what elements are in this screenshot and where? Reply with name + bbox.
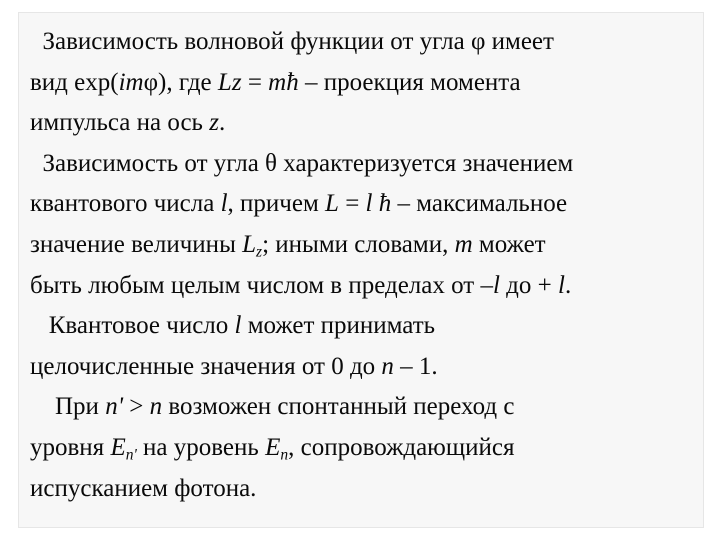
text-run: Зависимость волновой функции от угла φ имеет [30,28,554,55]
italic-run: L [217,68,232,96]
text-run: = [241,68,269,96]
text-run: может принимать [241,312,436,340]
text-run: может [472,230,546,258]
italic-run: E [110,433,126,461]
text-line [30,63,700,104]
italic-run: l ħ [365,190,392,218]
italic-run: n [149,393,163,421]
italic-run: l [492,271,500,299]
text-run: – проекция момента [298,68,521,96]
italic-run: im [118,68,144,96]
text-run: – 1. [393,352,438,380]
text-run: > [123,393,150,421]
text-run: квантового числа [30,190,221,218]
text-run: . [564,271,572,299]
text-line [30,306,700,347]
subscript-run: z [256,243,263,261]
text-run: на уровень [136,433,266,461]
text-line [30,387,700,428]
text-line [30,103,700,144]
text-run: импульса на ось [30,109,210,137]
text-line [30,266,700,307]
text-run: до + [499,271,558,299]
italic-run: E [265,433,281,461]
text-run: , сопровождающийся [288,433,515,461]
text-run: испусканием фотона. [30,474,257,502]
italic-run: z [231,68,242,96]
text-run: Зависимость от угла θ характеризуется значением [30,149,574,177]
italic-run: l [234,312,242,340]
text-run: целочисленные значения от 0 до [30,352,382,380]
text-line [30,428,700,469]
italic-run: n [381,352,394,380]
text-run: . [218,109,226,137]
text-run: возможен спонтанный переход с [162,393,515,421]
italic-run: l [220,190,228,218]
text-line [30,184,700,225]
text-line [30,144,700,185]
italic-run: z [209,109,219,137]
italic-run: mħ [268,68,299,96]
text-run: Квантовое число [30,312,235,340]
text-run: значение величины [30,230,243,258]
subscript-run: n' [125,446,137,464]
text-line [30,469,700,510]
italic-run: L [242,230,257,258]
text-run: , причем [227,190,326,218]
italic-run: n' [105,393,124,421]
text-line [30,22,700,63]
text-run: При [30,393,106,421]
italic-run: m [454,230,473,258]
text-run: = [338,190,366,218]
italic-run: l [557,271,565,299]
text-run: – максимальное [391,190,568,218]
text-run: уровня [30,433,111,461]
italic-run: L [325,190,339,218]
text-run: быть любым целым числом в пределах от – [30,271,493,299]
subscript-run: n [280,446,289,464]
text-run: вид exp( [30,68,119,96]
text-run: φ), где [143,68,218,96]
body-text [30,22,700,509]
text-line [30,347,700,388]
text-run: ; иными словами, [262,230,455,258]
text-line [30,225,700,266]
